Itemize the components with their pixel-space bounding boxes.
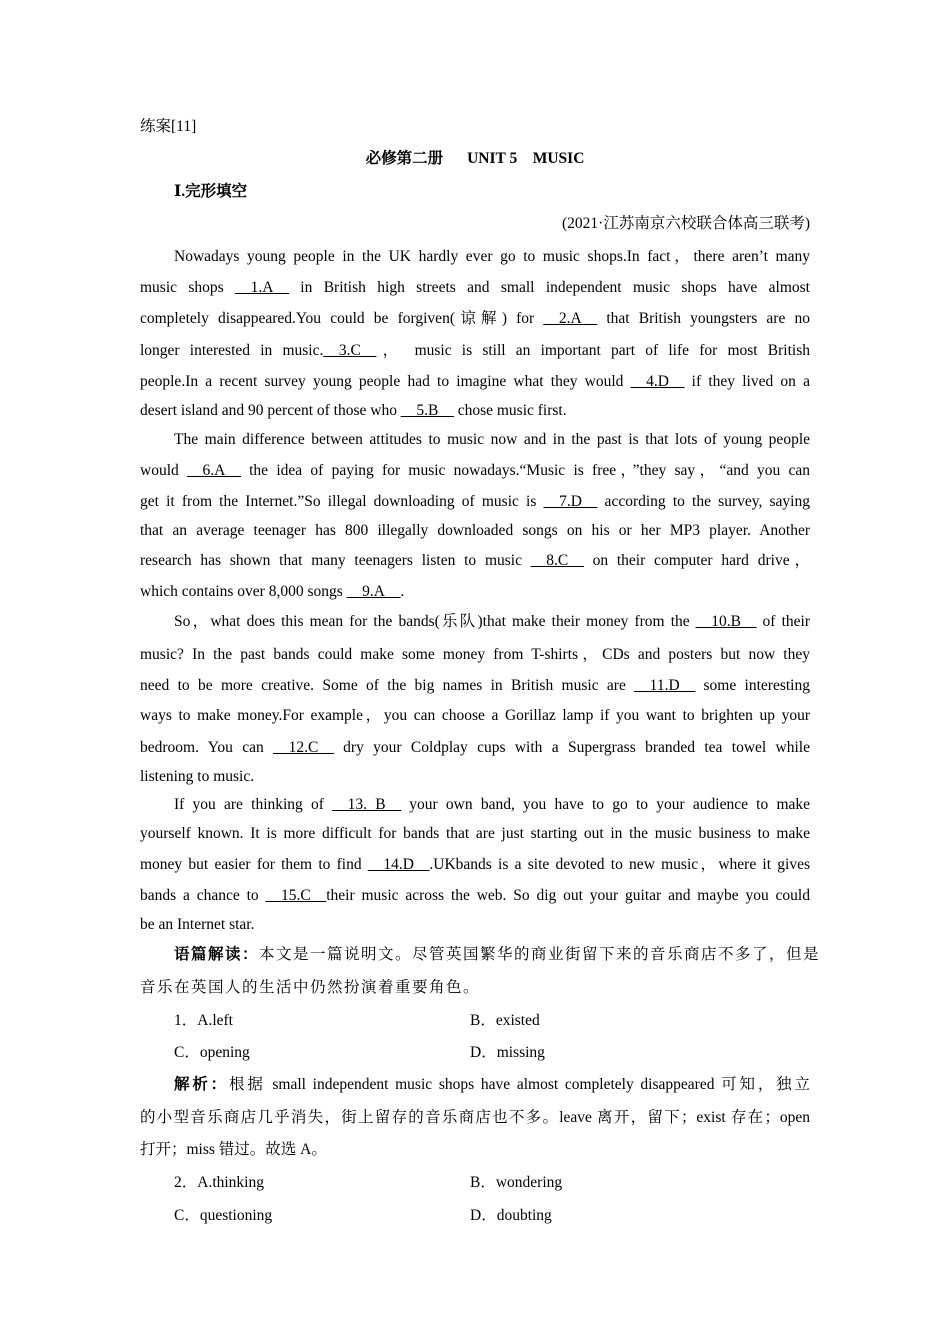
answer-blank-15: __15.C__ xyxy=(265,887,327,904)
passage-line: desert island and 90 percent of those who __5.B__ chose music first. xyxy=(140,402,567,419)
passage-line: ways to make money.For example，you can choose a Gorillaz lamp if you want to brighten up your xyxy=(140,707,810,724)
passage-line: research has shown that many teenagers listen to music __8.C__ on their computer hard drive， xyxy=(140,552,810,569)
answer-blank-9: __9.A__ xyxy=(346,583,401,600)
answer-blank-2: __2.A__ xyxy=(543,310,598,327)
passage-line: music shops __1.A__ in British high streets and small independent music shops have almost xyxy=(140,279,810,296)
passage-line: If you are thinking of __13. B__ your own band, you have to go to your audience to make xyxy=(174,796,811,813)
passage-line: that an average teenager has 800 illegally downloaded songs on his or her MP3 player. Another xyxy=(140,522,810,539)
answer-blank-3: __3.C__ xyxy=(323,342,377,359)
analysis-line: 音乐在英国人的生活中仍然扮演着重要角色。 xyxy=(140,979,481,996)
option-1c: C．opening xyxy=(174,1044,250,1061)
answer-blank-14: __14.D__ xyxy=(367,856,430,873)
explanation-label: 解析： xyxy=(174,1076,229,1093)
passage-line: money but easier for them to find __14.D__.UKbands is a site devoted to new music，where it gives xyxy=(140,856,810,873)
answer-blank-5: __5.B__ xyxy=(400,402,454,419)
passage-line: listening to music. xyxy=(140,768,255,785)
passage-line: bands a chance to __15.C__their music across the web. So dig out your guitar and maybe you could xyxy=(140,887,810,904)
passage-line: The main difference between attitudes to music now and in the past is that lots of young people xyxy=(174,431,810,448)
exercise-number: 练案[11] xyxy=(140,118,197,135)
explanation-line: 解析：根据 small independent music shops have almost completely disappeared 可知，独立 xyxy=(174,1076,810,1093)
passage-line: Nowadays young people in the UK hardly ever go to music shops.In fact，there aren’t many xyxy=(174,248,810,265)
option-2c: C．questioning xyxy=(174,1207,273,1224)
passage-line: completely disappeared.You could be forgiven(谅解) for __2.A__ that British youngsters are no xyxy=(140,310,811,327)
answer-blank-13: __13. B__ xyxy=(332,796,402,813)
passage-line: bedroom. You can __12.C__ dry your Coldplay cups with a Supergrass branded tea towel while xyxy=(140,739,810,756)
option-2b: B．wondering xyxy=(470,1174,563,1191)
answer-blank-8: __8.C__ xyxy=(530,552,584,569)
option-2d: D．doubting xyxy=(470,1207,552,1224)
explanation-line: 打开；miss 错过。故选 A。 xyxy=(140,1141,327,1158)
answer-blank-1: __1.A__ xyxy=(235,279,289,296)
option-1b: B．existed xyxy=(470,1012,540,1029)
passage-line: So，what does this mean for the bands(乐队)that make their money from the __10.B__ of their xyxy=(174,613,810,630)
answer-blank-10: __10.B__ xyxy=(695,613,757,630)
passage-line: would __6.A__ the idea of paying for music nowadays.“Music is free，”they say，“and you can xyxy=(140,462,811,479)
explanation-line: 的小型音乐商店几乎消失，街上留存的音乐商店也不多。leave 离开，留下；exist 存在；open xyxy=(140,1109,810,1126)
answer-blank-6: __6.A__ xyxy=(187,462,241,479)
option-2a: 2．A.thinking xyxy=(174,1174,264,1191)
passage-line: get it from the Internet.”So illegal downloading of music is __7.D__ according to the survey, saying xyxy=(140,493,810,510)
passage-line: music? In the past bands could make some money from T-shirts，CDs and posters but now they xyxy=(140,646,810,663)
option-1a: 1．A.left xyxy=(174,1012,233,1029)
answer-blank-4: __4.D__ xyxy=(630,373,685,390)
title-cn: 必修第二册 xyxy=(365,150,444,167)
passage-line: need to be more creative. Some of the big names in British music are __11.D__ some interesting xyxy=(140,677,810,694)
section-heading: Ⅰ.完形填空 xyxy=(174,183,248,200)
discourse-analysis: 语篇解读：本文是一篇说明文。尽管英国繁华的商业街留下来的音乐商店不多了，但是 xyxy=(174,946,821,963)
title-en: UNIT 5 MUSIC xyxy=(467,150,585,167)
answer-blank-12: __12.C__ xyxy=(273,739,334,756)
page-title xyxy=(0,149,950,169)
passage-line: be an Internet star. xyxy=(140,916,255,933)
answer-blank-7: __7.D__ xyxy=(543,493,598,510)
source-note: (2021·江苏南京六校联合体高三联考) xyxy=(562,215,810,232)
option-1d: D．missing xyxy=(470,1044,545,1061)
passage-line: longer interested in music.__3.C__， music is still an important part of life for most British xyxy=(140,342,810,359)
passage-line: yourself known. It is more difficult for bands that are just starting out in the music business to make xyxy=(140,825,810,842)
analysis-label: 语篇解读： xyxy=(174,946,260,963)
passage-line: people.In a recent survey young people had to imagine what they would __4.D__ if they lived on a xyxy=(140,373,810,390)
answer-blank-11: __11.D__ xyxy=(634,677,696,694)
passage-line: which contains over 8,000 songs __9.A__. xyxy=(140,583,405,600)
